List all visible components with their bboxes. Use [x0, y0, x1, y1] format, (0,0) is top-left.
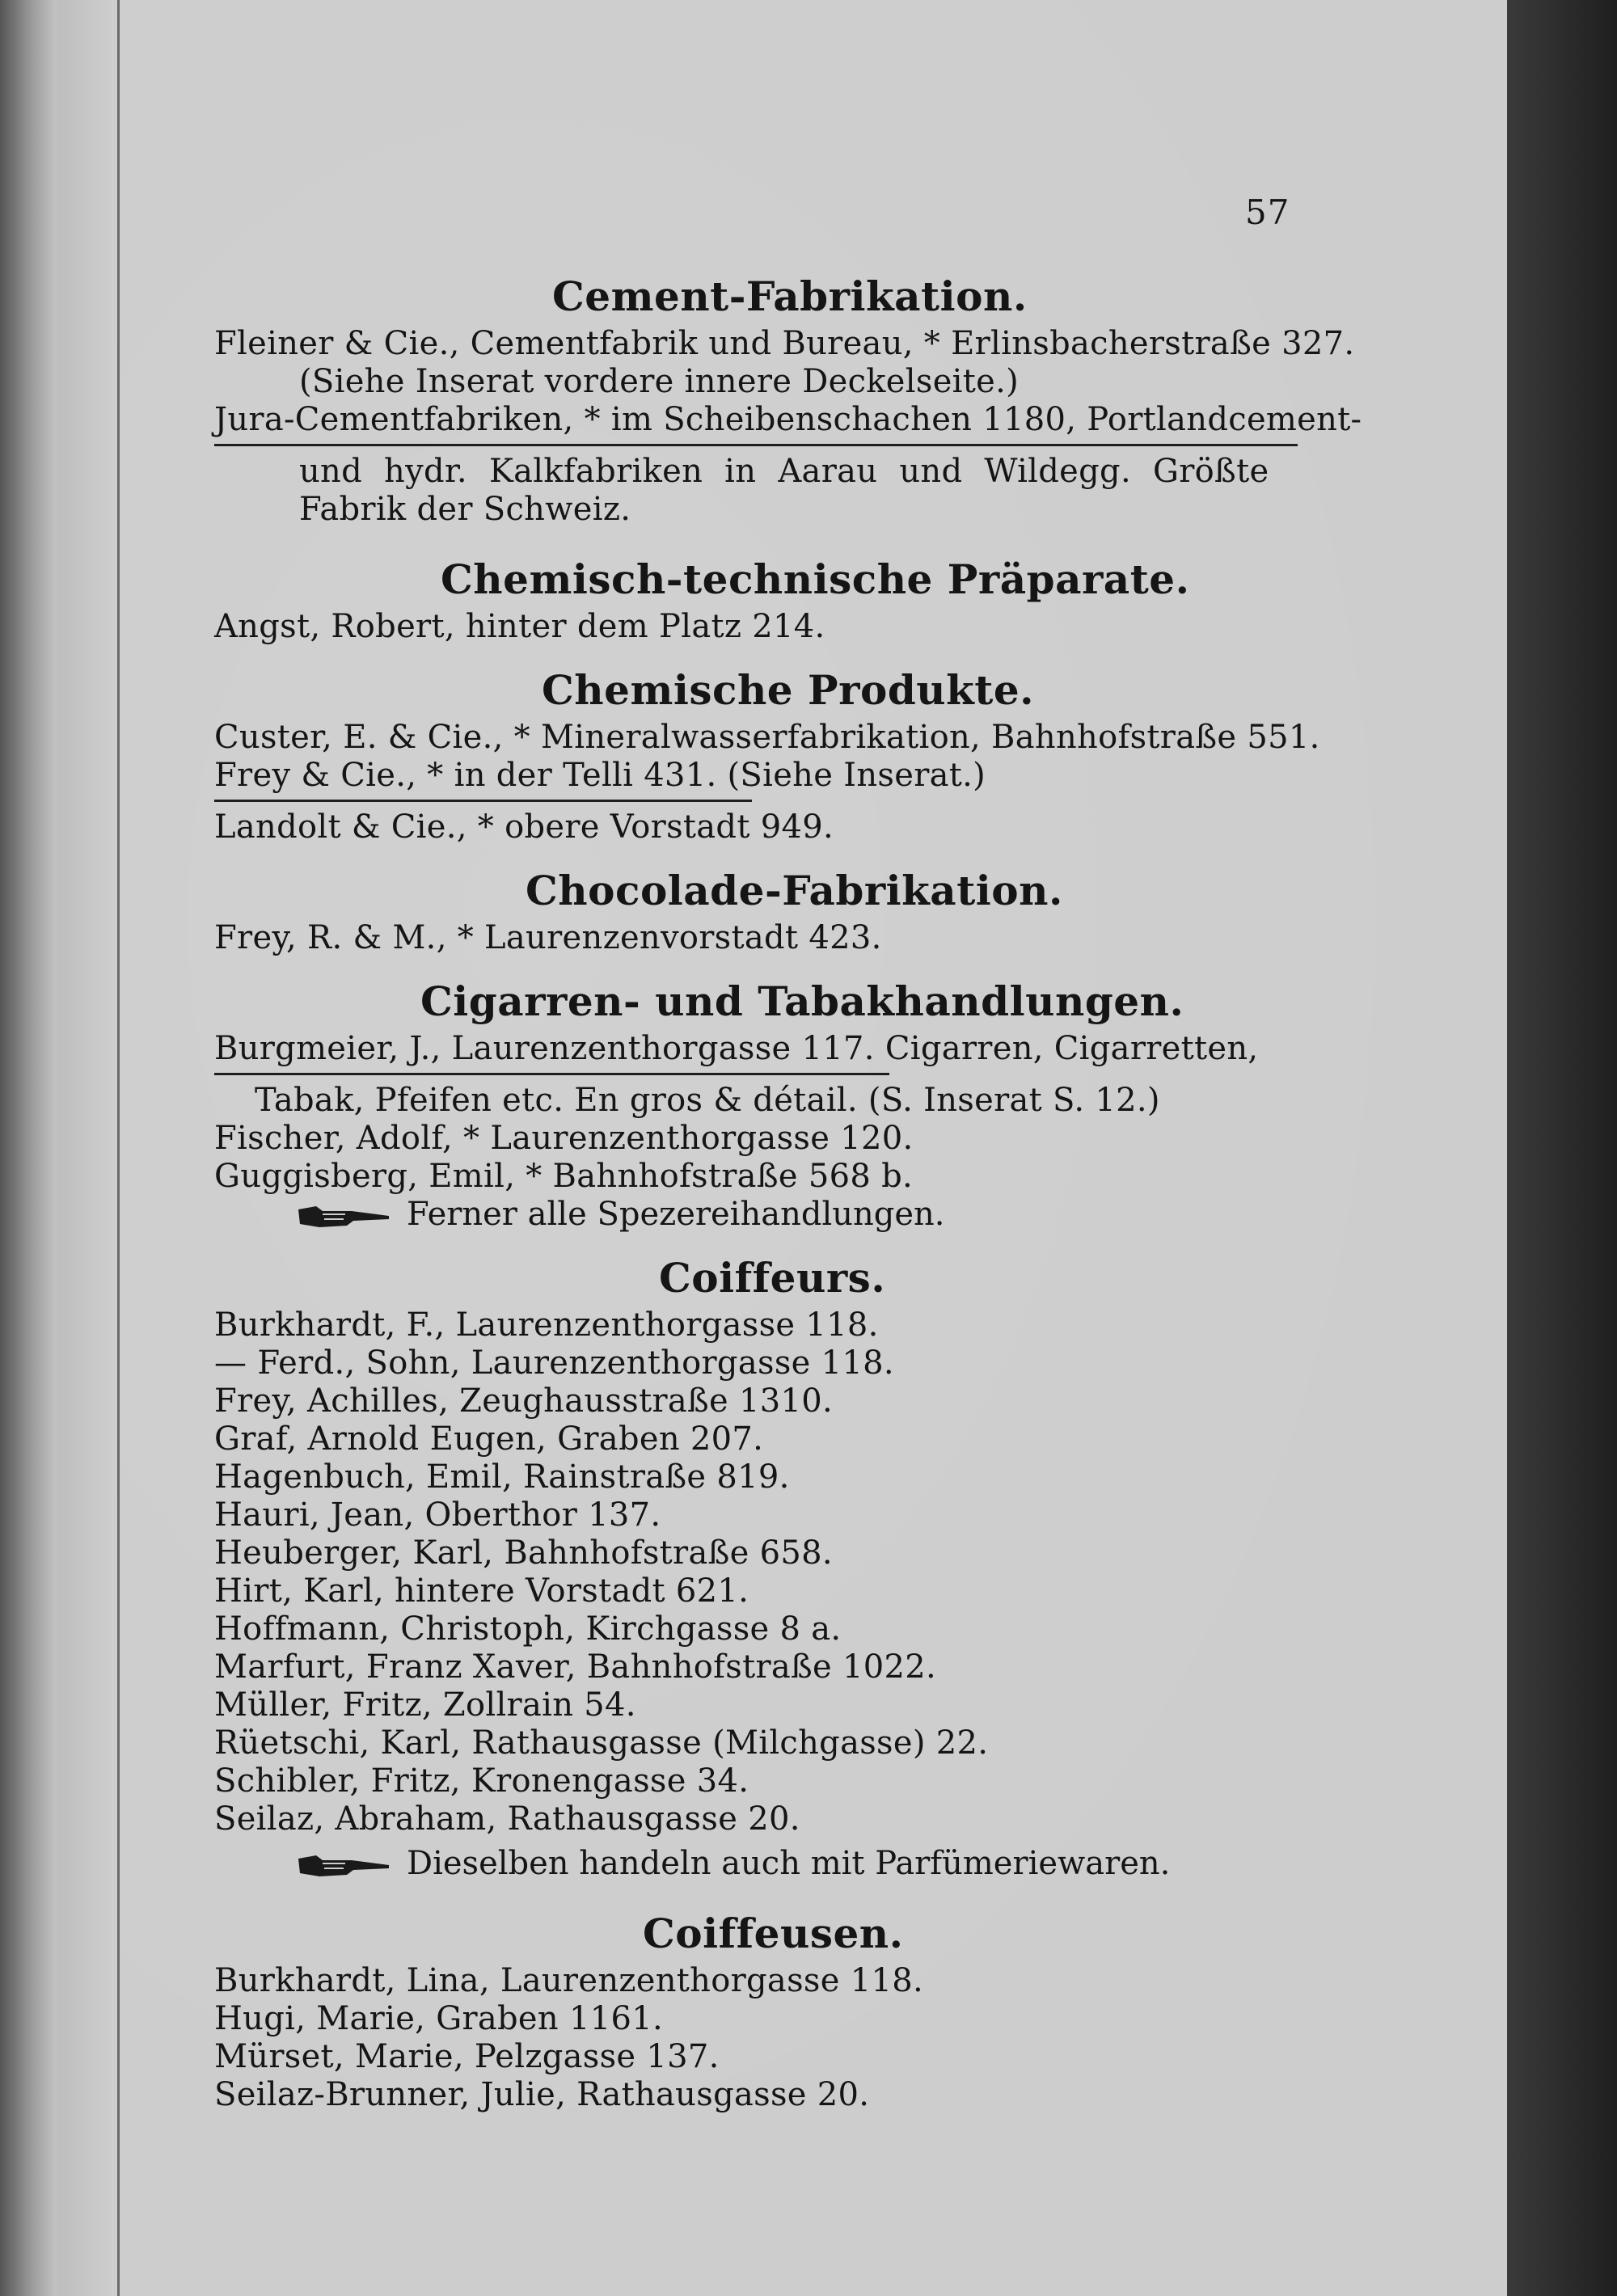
directory-entry: Rüetschi, Karl, Rathausgasse (Milchgasse) 22. [214, 1724, 989, 1762]
directory-entry: (Siehe Inserat vordere innere Deckelseite.) [299, 363, 1020, 400]
directory-entry: Fischer, Adolf, * Laurenzenthorgasse 120. [214, 1120, 914, 1157]
directory-entry: Fleiner & Cie., Cementfabrik und Bureau, * Erlinsbacherstraße 327. [214, 325, 1355, 362]
page-number: 57 [1245, 192, 1290, 232]
directory-entry: Seilaz, Abraham, Rathausgasse 20. [214, 1800, 800, 1838]
section-heading: Chocolade-Fabrikation. [526, 867, 1063, 914]
directory-entry: Hugi, Marie, Graben 1161. [214, 2000, 663, 2037]
directory-entry: Hauri, Jean, Oberthor 137. [214, 1496, 661, 1534]
section-cement [214, 272, 1362, 529]
directory-entry: Burkhardt, F., Laurenzenthorgasse 118. [214, 1306, 879, 1344]
section-coiffeusen [214, 1909, 1298, 2114]
section-heading: Cigarren- und Tabakhandlungen. [420, 977, 1184, 1025]
directory-entry: Frey & Cie., * in der Telli 431. (Siehe Inserat.) [214, 757, 986, 794]
cross-reference-note [214, 1196, 1298, 1234]
directory-entry: Custer, E. & Cie., * Mineralwasserfabrikation, Bahnhofstraße 551. [214, 719, 1320, 756]
directory-entry: Jura-Cementfabriken, * im Scheibenschachen 1180, Portlandcement- [214, 401, 1362, 438]
directory-entry: Mürset, Marie, Pelzgasse 137. [214, 2038, 720, 2075]
cross-reference-note [214, 1845, 1298, 1883]
note-text: Dieselben handeln auch mit Parfümeriewaren. [407, 1845, 1171, 1882]
directory-entry: Frey, R. & M., * Laurenzenvorstadt 423. [214, 919, 882, 956]
directory-entry: Graf, Arnold Eugen, Graben 207. [214, 1420, 764, 1458]
directory-entry: Tabak, Pfeifen etc. En gros & détail. (S. Inserat S. 12.) [255, 1082, 1160, 1119]
section-heading: Cement-Fabrikation. [552, 272, 1028, 320]
underline-rule [214, 444, 1298, 446]
scan-right-shadow [1507, 0, 1617, 2296]
section-coiffeurs [214, 1253, 1298, 1883]
section-chemisch-technische [214, 555, 1298, 646]
directory-entry: — Ferd., Sohn, Laurenzenthorgasse 118. [214, 1344, 894, 1382]
directory-entry: Schibler, Fritz, Kronengasse 34. [214, 1762, 749, 1800]
directory-entry: Landolt & Cie., * obere Vorstadt 949. [214, 808, 834, 846]
section-heading: Chemische Produkte. [542, 666, 1035, 714]
pointing-hand-icon [295, 1203, 392, 1230]
facing-page-edge [57, 0, 120, 2296]
directory-entry: Angst, Robert, hinter dem Platz 214. [214, 608, 825, 645]
scan-left-shadow [0, 0, 57, 2296]
section-chemische-produkte [214, 665, 1320, 846]
directory-entry: Seilaz-Brunner, Julie, Rathausgasse 20. [214, 2076, 870, 2113]
directory-entry: Fabrik der Schweiz. [299, 491, 631, 528]
directory-content [214, 267, 1362, 2114]
section-heading: Coiffeurs. [659, 1254, 886, 1302]
note-text: Ferner alle Spezereihandlungen. [407, 1196, 945, 1233]
directory-entry: Marfurt, Franz Xaver, Bahnhofstraße 1022. [214, 1648, 937, 1686]
directory-entry: Hirt, Karl, hintere Vorstadt 621. [214, 1572, 749, 1610]
directory-entry: Frey, Achilles, Zeughausstraße 1310. [214, 1382, 834, 1420]
underline-rule [214, 800, 752, 802]
directory-entry: Guggisberg, Emil, * Bahnhofstraße 568 b. [214, 1158, 914, 1195]
section-heading: Coiffeusen. [643, 1910, 904, 1957]
section-chocolade [214, 866, 1298, 957]
pointing-hand-icon [295, 1852, 392, 1880]
directory-entry: Burgmeier, J., Laurenzenthorgasse 117. Cigarren, Cigarretten, [214, 1030, 1259, 1067]
directory-entry: Hagenbuch, Emil, Rainstraße 819. [214, 1458, 790, 1496]
directory-entry: Müller, Fritz, Zollrain 54. [214, 1686, 636, 1724]
directory-entry: und hydr. Kalkfabriken in Aarau und Wildegg. Größte [299, 453, 1269, 490]
directory-entry: Hoffmann, Christoph, Kirchgasse 8 a. [214, 1610, 842, 1648]
section-cigarren [214, 977, 1298, 1234]
directory-entry: Heuberger, Karl, Bahnhofstraße 658. [214, 1534, 833, 1572]
underline-rule [214, 1073, 889, 1075]
directory-entry: Burkhardt, Lina, Laurenzenthorgasse 118. [214, 1962, 923, 1999]
section-heading: Chemisch-technische Präparate. [441, 555, 1190, 603]
